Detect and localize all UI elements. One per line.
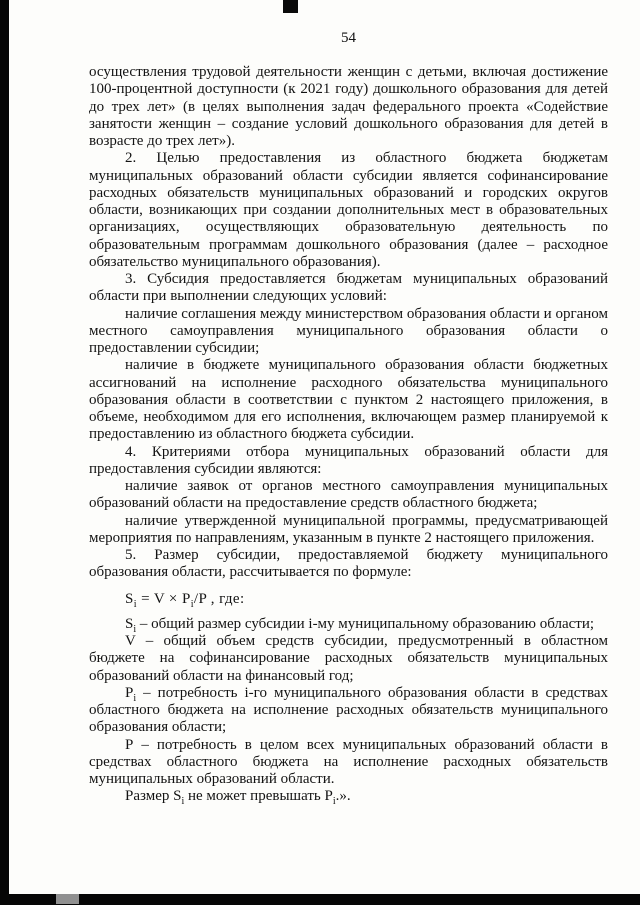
text-run: – потребность i-го муниципального образования области в средствах областного бюджета на исполнение расходных обязательств муниципального образования области; bbox=[89, 684, 608, 736]
text-run: Р – потребность в целом всех муниципальных образований области в средствах областного бюджета на исполнение расходных обязательств муниципальных образований области. bbox=[89, 736, 608, 787]
paragraph-8 bbox=[89, 513, 608, 548]
subscript: i bbox=[190, 598, 194, 610]
paragraph-2 bbox=[89, 150, 608, 271]
paragraph-11 bbox=[89, 616, 608, 633]
paragraph-1 bbox=[89, 64, 608, 150]
text-run: .». bbox=[335, 788, 351, 805]
subscript: i bbox=[332, 796, 336, 808]
text-run: V – общий объем средств субсидии, предусмотренный в областном бюджете на софинансирование расходных обязательств муниципальных образований области на финансовый год; bbox=[89, 633, 608, 684]
paragraph-3 bbox=[89, 271, 608, 306]
page-number: 54 bbox=[341, 30, 356, 46]
subscript: i bbox=[133, 598, 137, 610]
paragraph-15 bbox=[89, 788, 608, 808]
text-run: P bbox=[125, 684, 134, 701]
text-run: – общий размер субсидии i-му муниципальному образованию области; bbox=[136, 615, 595, 632]
paragraph-4 bbox=[89, 306, 608, 358]
text-run: 2. Целью предоставления из областного бюджета бюджетам муниципальных образований области субсидии является софинансирование расходных обязательств муниципальных образований и городских округов области, возникающих при создании дополнительных мест в образовательных организациях, осуществляющих образовательную деятельность по образовательным программам дошкольного образования (далее – расходное обязательство муниципального образования). bbox=[89, 150, 608, 270]
text-column bbox=[89, 30, 608, 806]
formula-line bbox=[89, 591, 608, 608]
text-run: 4. Критериями отбора муниципальных образований области для предоставления субсидии являются: bbox=[89, 443, 608, 477]
paragraph-12 bbox=[89, 633, 608, 685]
text-run: наличие утвержденной муниципальной программы, предусматривающей мероприятия по направлениям, указанным в пункте 2 настоящего приложения. bbox=[89, 512, 608, 546]
scan-smudge bbox=[56, 894, 79, 904]
text-run: наличие соглашения между министерством образования области и органом местного самоуправления муниципального образования области о предоставлении субсидии; bbox=[89, 305, 608, 356]
text-run: = V × P bbox=[136, 590, 191, 607]
text-run: не может превышать P bbox=[184, 788, 333, 805]
paragraph-5 bbox=[89, 357, 608, 443]
scan-corner-mark bbox=[283, 0, 298, 13]
text-run: S bbox=[125, 590, 134, 607]
scan-edge-bottom bbox=[0, 894, 640, 905]
text-run: S bbox=[125, 615, 134, 632]
paragraph-14 bbox=[89, 737, 608, 789]
text-run: 5. Размер субсидии, предоставляемой бюджету муниципального образования области, рассчитывается по формуле: bbox=[89, 547, 608, 581]
paragraph-9 bbox=[89, 547, 608, 582]
text-run: осуществления трудовой деятельности женщин с детьми, включая достижение 100-процентной доступности (к 2021 году) дошкольного образования для детей до трех лет» (в целях выполнения задач федерального проекта «Содействие занятости женщин – создание условий дошкольного образования для детей в возрасте до трех лет»). bbox=[89, 64, 608, 149]
paragraph-6 bbox=[89, 444, 608, 479]
text-run: 3. Субсидия предоставляется бюджетам муниципальных образований области при выполнении следующих условий: bbox=[89, 271, 608, 305]
paragraph-13 bbox=[89, 685, 608, 737]
subscript: i bbox=[133, 692, 137, 704]
subscript: i bbox=[181, 796, 185, 808]
text-run: наличие в бюджете муниципального образования области бюджетных ассигнований на исполнение расходного обязательства муниципального образования области в соответствии с пунктом 2 настоящего приложения, в объеме, необходимом для его исполнения, включающем размер планируемой к предоставлению из областного бюджета субсидии. bbox=[89, 357, 608, 443]
scan-edge-left bbox=[0, 0, 9, 905]
subscript: i bbox=[133, 623, 137, 635]
document-body bbox=[89, 64, 608, 806]
text-run: /P , где: bbox=[193, 590, 245, 607]
text-run: наличие заявок от органов местного самоуправления муниципальных образований области на предоставление средств областного бюджета; bbox=[89, 478, 608, 512]
paragraph-7 bbox=[89, 478, 608, 513]
text-run: Размер S bbox=[125, 788, 182, 805]
